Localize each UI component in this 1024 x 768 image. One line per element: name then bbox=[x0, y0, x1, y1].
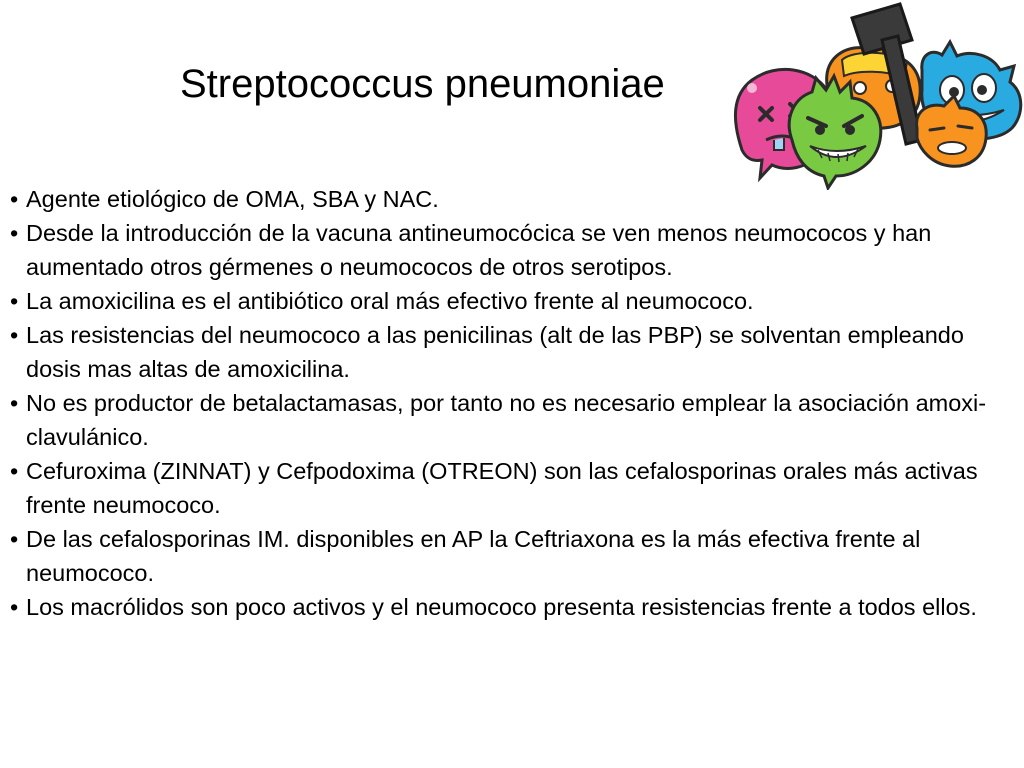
bullet-symbol: • bbox=[10, 594, 19, 620]
germs-cartoon-icon bbox=[732, 0, 1024, 190]
bullet-item bbox=[10, 182, 1015, 216]
bullet-symbol: • bbox=[10, 390, 19, 416]
bullet-item bbox=[10, 454, 1015, 522]
bullet-item bbox=[10, 318, 1015, 386]
bullet-symbol: • bbox=[10, 458, 19, 484]
bullet-text: La amoxicilina es el antibiótico oral más efectivo frente al neumococo. bbox=[26, 288, 754, 314]
bullet-list bbox=[10, 182, 1015, 624]
bullet-item bbox=[10, 386, 1015, 454]
bullet-symbol: • bbox=[10, 288, 19, 314]
bullet-text: De las cefalosporinas IM. disponibles en AP la Ceftriaxona es la más efectiva frente al neumococo. bbox=[26, 526, 921, 586]
bullet-text: Agente etiológico de OMA, SBA y NAC. bbox=[26, 186, 439, 212]
bullet-symbol: • bbox=[10, 186, 19, 212]
slide-title: Streptococcus pneumoniae bbox=[180, 62, 665, 106]
bullet-text: Desde la introducción de la vacuna antineumocócica se ven menos neumococos y han aumentado otros gérmenes o neumococos de otros serotipos. bbox=[26, 220, 932, 280]
bullet-text: No es productor de betalactamasas, por tanto no es necesario emplear la asociación amoxi-clavulánico. bbox=[26, 390, 987, 450]
bullet-symbol: • bbox=[10, 322, 19, 348]
bullet-item bbox=[10, 522, 1015, 590]
bullet-text: Las resistencias del neumococo a las penicilinas (alt de las PBP) se solventan empleando dosis mas altas de amoxicilina. bbox=[26, 322, 964, 382]
bullet-text: Cefuroxima (ZINNAT) y Cefpodoxima (OTREON) son las cefalosporinas orales más activas frente neumococo. bbox=[26, 458, 978, 518]
bullet-text: Los macrólidos son poco activos y el neumococo presenta resistencias frente a todos ellos. bbox=[26, 594, 977, 620]
bullet-item bbox=[10, 590, 1015, 624]
bullet-item bbox=[10, 216, 1015, 284]
bullet-item bbox=[10, 284, 1015, 318]
bullet-symbol: • bbox=[10, 220, 19, 246]
bullet-symbol: • bbox=[10, 526, 19, 552]
